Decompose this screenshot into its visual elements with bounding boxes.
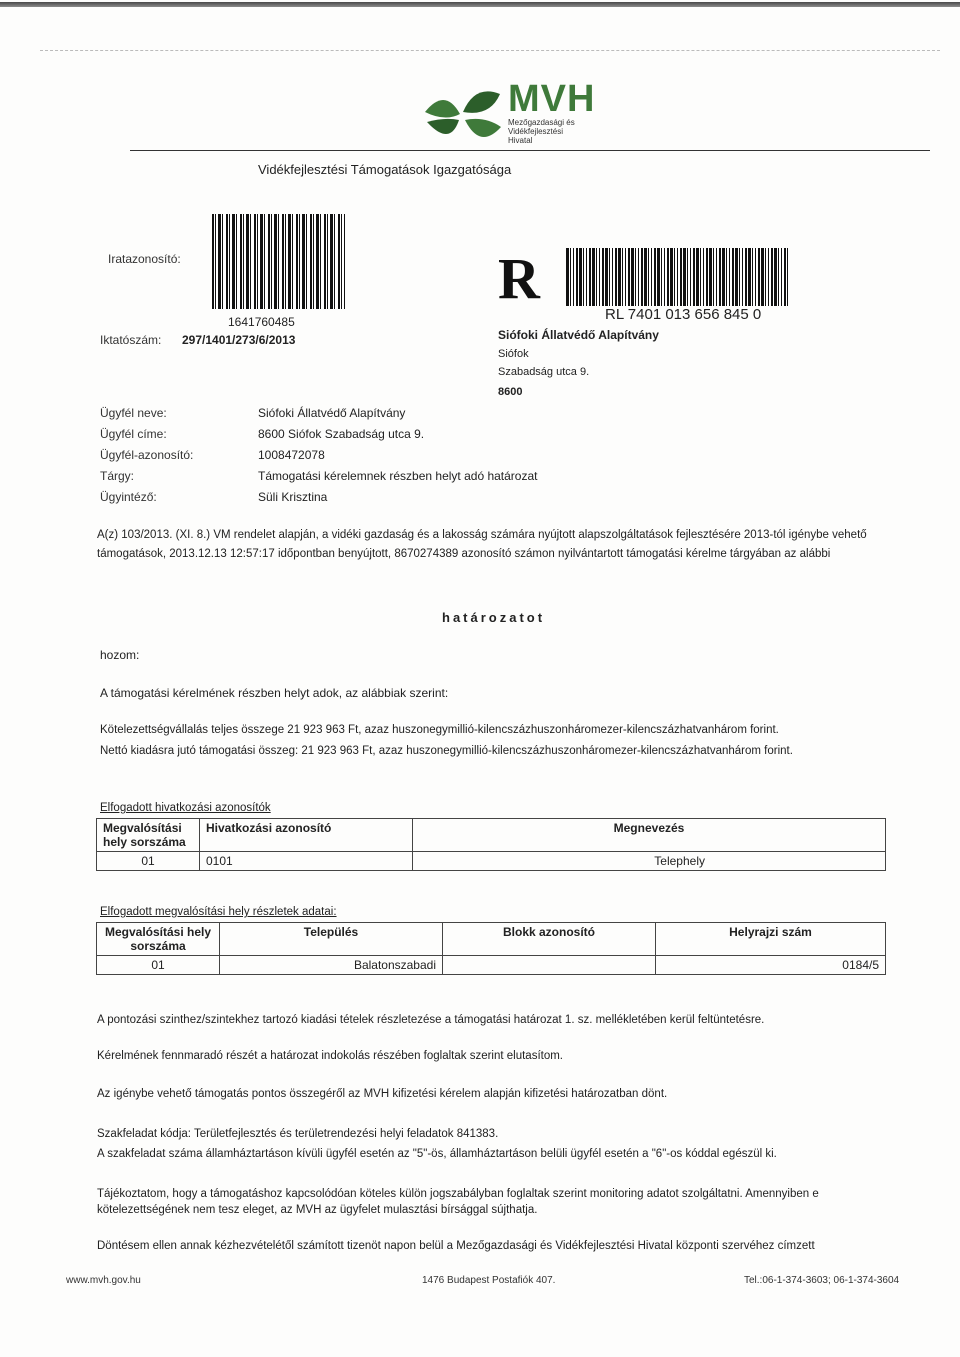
partial-approval-text: A támogatási kérelmének részben helyt adok, az alábbiak szerint: [100,686,449,700]
header-divider [130,150,930,151]
recipient-street: Szabadság utca 9. [498,366,590,378]
directorate-title: Vidékfejlesztési Támogatások Igazgatósága [258,162,512,177]
paragraph: Kérelmének fennmaradó részét a határozat indokolás részében foglaltak szerint elutasítom. [97,1050,564,1062]
table-cell: 01 [97,852,200,871]
footer-address: 1476 Budapest Postafiók 407. [422,1275,556,1286]
barcode-number: 1641760485 [228,315,295,329]
paragraph: Döntésem ellen annak kézhezvételétől számított tizenöt napon belül a Mezőgazdasági és Vidékfejlesztési Hivatal központi szervéhez címzett [97,1240,815,1252]
client-address-value: 8600 Siófok Szabadság utca 9. [258,427,425,441]
document-barcode [212,214,345,309]
table-header-cell: Hivatkozási azonosító [200,819,413,852]
net-payment-text: Nettó kiadásra jutó támogatási összeg: 21 923 963 Ft, azaz huszonegymillió-kilencszázhuszonháromezer-kilencszázhatvanhárom forint. [100,745,793,757]
commitment-text: Kötelezettségvállalás teljes összege 21 923 963 Ft, azaz huszonegymillió-kilencszázhuszonháromezer-kilencszázhatvanhárom forint. [100,724,779,736]
table-cell: Telephely [413,852,886,871]
client-id-label: Ügyfél-azonosító: [100,448,194,462]
iktatoszam-value: 297/1401/273/6/2013 [182,333,296,347]
table-row [97,956,886,975]
paragraph: A szakfeladat száma államháztartáson kívüli ügyfél esetén az "5"-ös, államháztartáson belüli ügyfél esetén a "6"-os kóddal egészül ki. [97,1148,777,1160]
logo-subtitle-line: Hivatal [508,136,533,145]
intro-paragraph: A(z) 103/2013. (XI. 8.) VM rendelet alapján, a vidéki gazdaság és a lakosság számára nyújtott alapszolgáltatások fejlesztésére 2013-tól igénybe vehető támogatások, 2013.12.13 12:57:17 időpontban benyújtott, 8670274389 azonosító számon nyilvántartott támogatási kérelme tárgyában az alábbi [97,529,867,560]
table-header-cell: Megvalósítási hely sorszáma [97,923,220,956]
rl-number: RL 7401 013 656 845 0 [605,306,762,323]
table-header-cell: Megvalósítási hely sorszáma [97,819,200,852]
officer-value: Süli Krisztina [258,490,328,504]
client-name-value: Siófoki Állatvédő Alapítvány [258,406,406,420]
table-header-cell: Megnevezés [413,819,886,852]
logo-subtitle-line: Mezőgazdasági és [508,118,575,127]
client-address-label: Ügyfél címe: [100,427,167,441]
iratazonosito-label: Iratazonosító: [108,252,181,266]
table1-caption: Elfogadott hivatkozási azonosítók [100,802,271,814]
logo-mark-icon [415,82,505,152]
table-header-cell: Helyrajzi szám [656,923,886,956]
scan-artifact-line [40,50,940,51]
paragraph: Az igénybe vehető támogatás pontos összegéről az MVH kifizetési kérelem alapján kifizetési határozatban dönt. [97,1088,668,1100]
client-name-label: Ügyfél neve: [100,406,167,420]
site-details-table [96,922,886,975]
table-header-row [97,819,886,852]
hozom-text: hozom: [100,648,140,662]
table-cell: 0101 [200,852,413,871]
paragraph: A pontozási szinthez/szintekhez tartozó kiadási tételek részletezése a támogatási határozat 1. sz. mellékletében kerül feltüntetésre. [97,1014,765,1026]
decision-word: határozatot [442,610,546,625]
footer-phone: Tel.:06-1-374-3603; 06-1-374-3604 [744,1275,900,1286]
recipient-city: Siófok [498,348,529,360]
recipient-postcode: 8600 [498,386,523,398]
reference-ids-table [96,818,886,871]
table-header-cell: Blokk azonosító [443,923,656,956]
logo-subtitle [508,118,575,145]
table-cell: 0184/5 [656,956,886,975]
officer-label: Ügyintéző: [100,490,157,504]
subject-label: Tárgy: [100,469,135,483]
table-cell: Balatonszabadi [220,956,443,975]
registered-mail-mark: R [498,246,540,311]
table-header-row [97,923,886,956]
footer-website: www.mvh.gov.hu [66,1275,141,1286]
subject-value: Támogatási kérelemnek részben helyt adó határozat [258,469,538,483]
iktatoszam-label: Iktatószám: [100,333,162,347]
table-cell [443,956,656,975]
postal-barcode [566,248,788,306]
logo-subtitle-line: Vidékfejlesztési [508,127,563,136]
table-header-cell: Település [220,923,443,956]
recipient-name: Siófoki Állatvédő Alapítvány [498,328,659,342]
table2-caption: Elfogadott megvalósítási hely részletek adatai: [100,906,337,918]
logo-text: MVH [508,78,596,120]
scan-top-edge [0,2,960,7]
table-cell: 01 [97,956,220,975]
paragraph: Tájékoztatom, hogy a támogatáshoz kapcsolódóan köteles külön jogszabályban foglaltak szerint monitoring adatot szolgáltatni. Amennyiben e kötelezettségének nem tesz eleget, az MVH az ügyfelet mulasztási bírsággal sújthatja. [97,1188,819,1216]
table-row [97,852,886,871]
client-id-value: 1008472078 [258,448,325,462]
paragraph: Szakfeladat kódja: Területfejlesztés és területrendezési helyi feladatok 841383. [97,1128,499,1140]
